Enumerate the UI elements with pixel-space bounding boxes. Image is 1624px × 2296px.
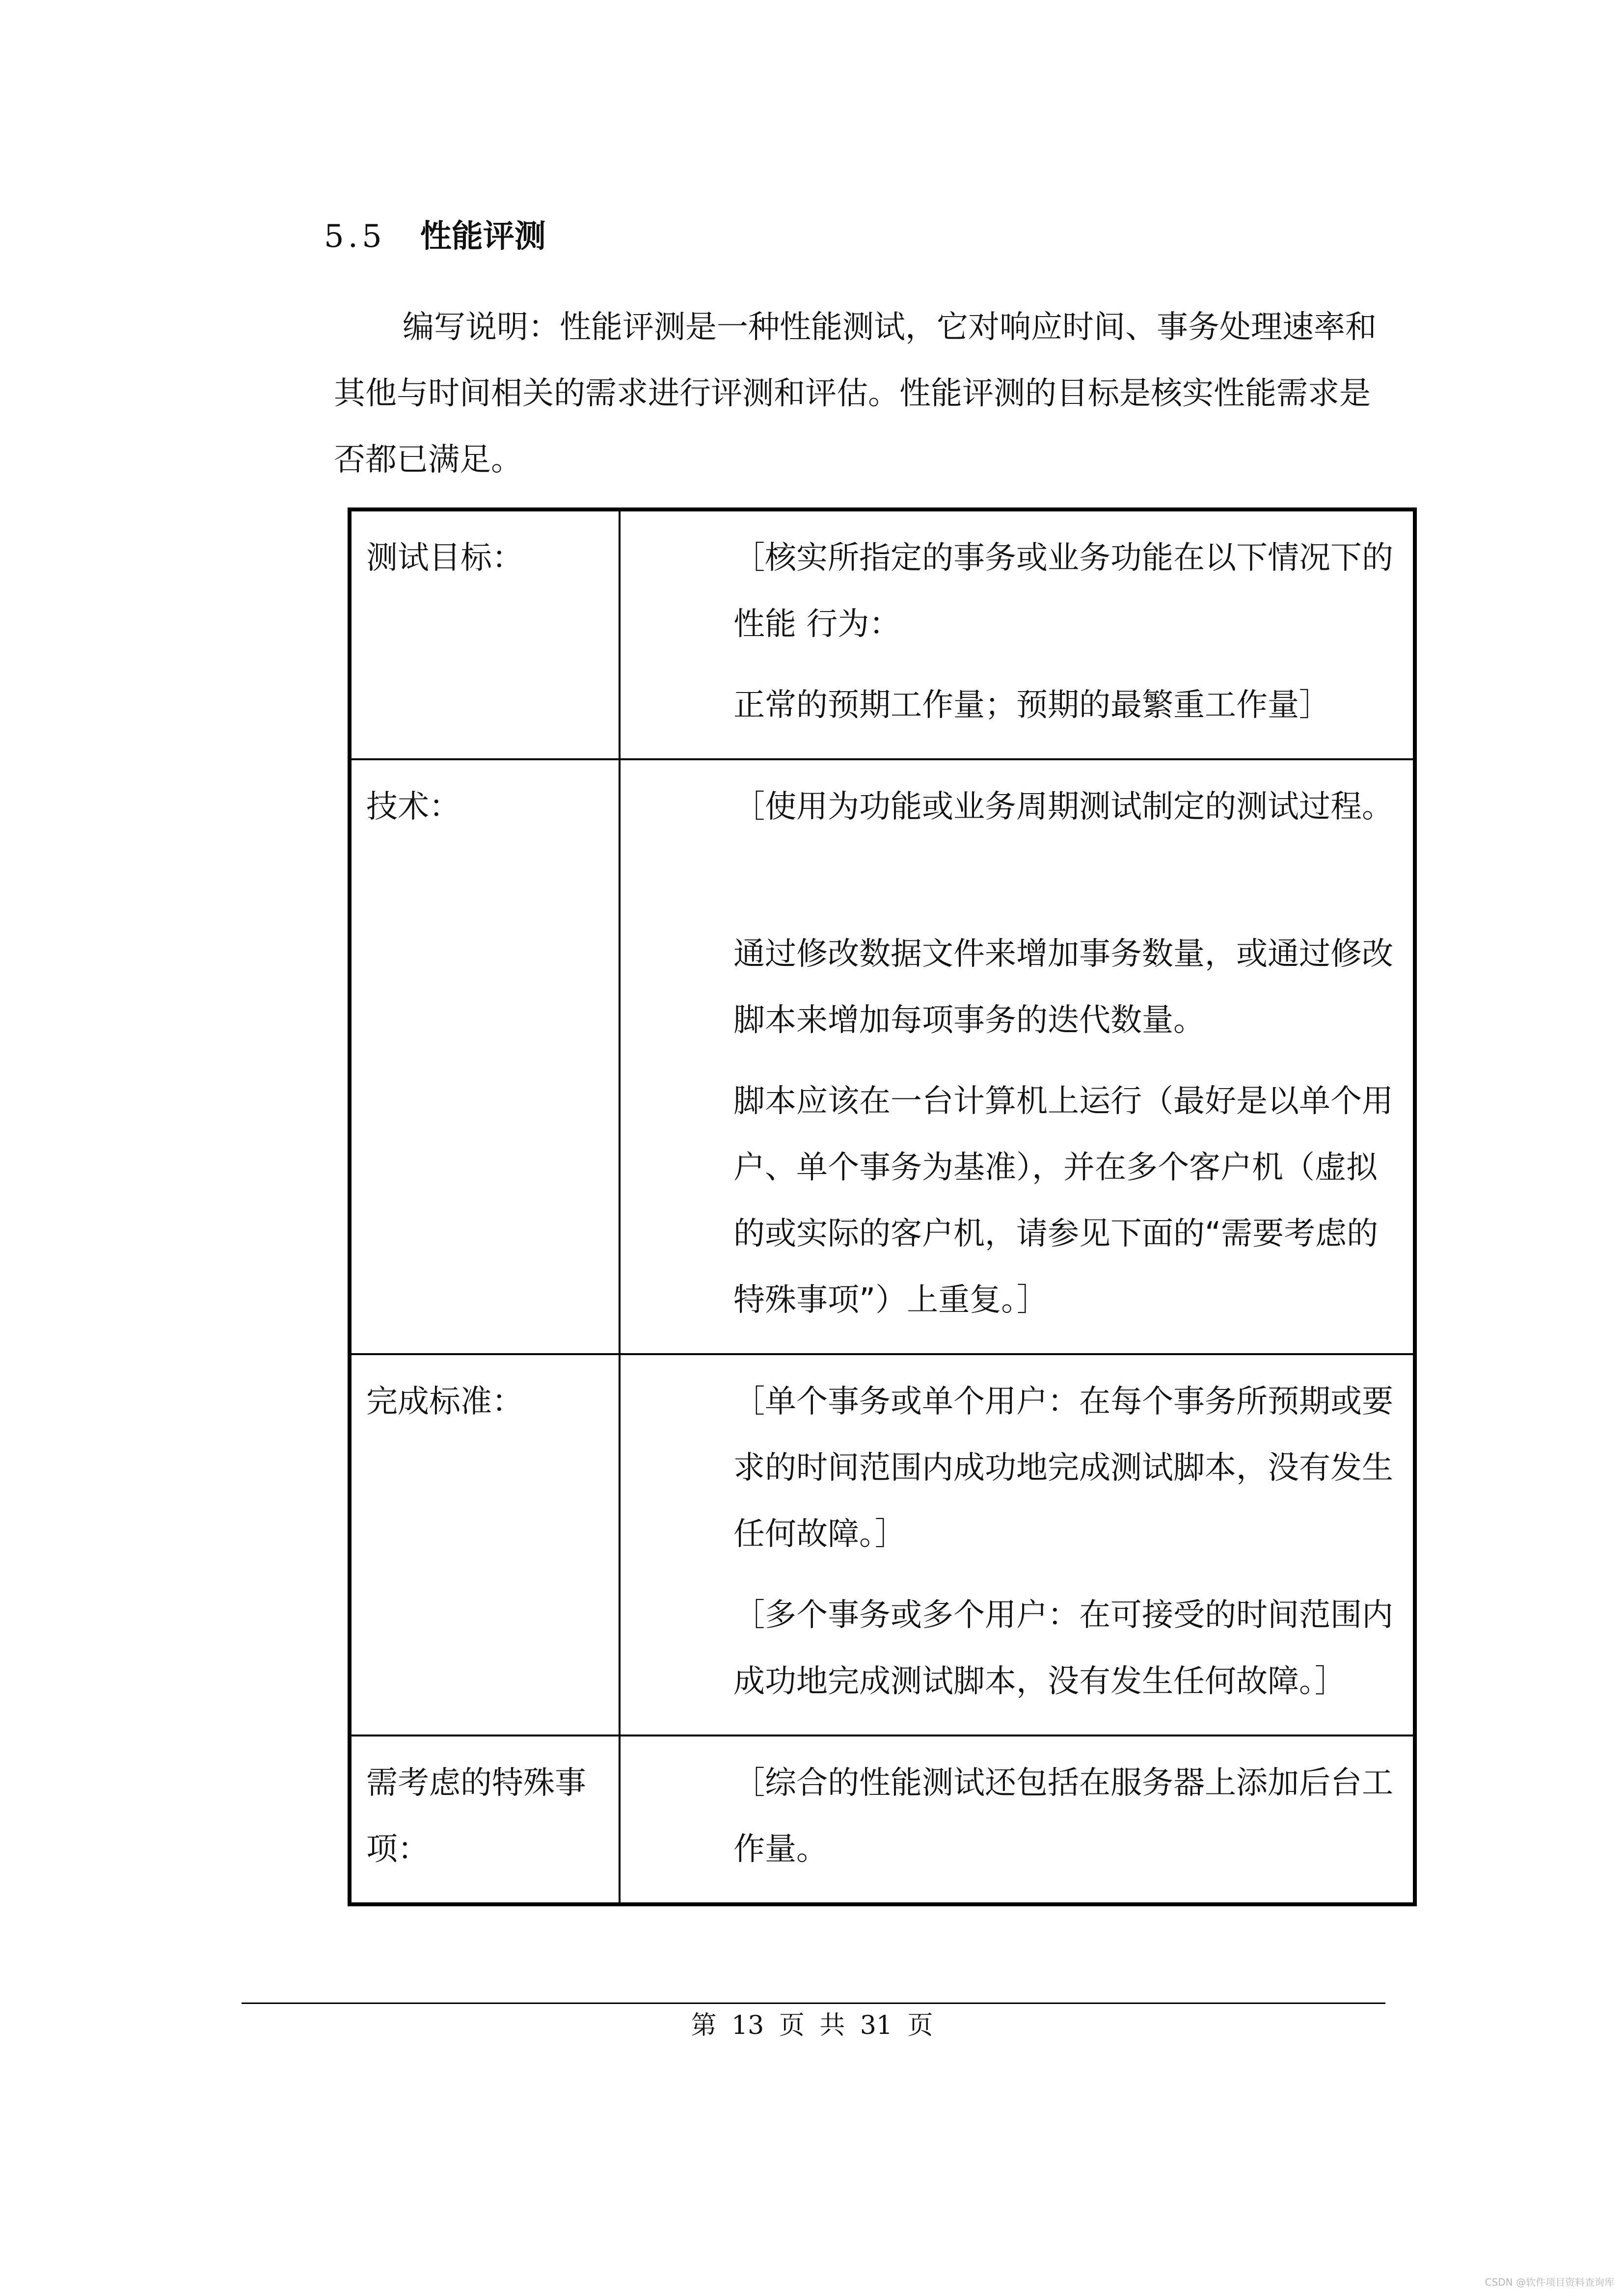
content-paragraph: 通过修改数据文件来增加事务数量，或通过修改脚本来增加每项事务的迭代数量。 — [733, 936, 1393, 1039]
watermark: CSDN @软件项目资料查询库 — [1485, 2276, 1614, 2288]
content-paragraph: 正常的预期工作量；预期的最繁重工作量］ — [733, 687, 1330, 723]
row-content-completion-criteria — [620, 1354, 1415, 1735]
content-paragraph: ［多个事务或多个用户：在可接受的时间范围内成功地完成测试脚本，没有发生任何故障。］ — [733, 1597, 1393, 1700]
row-label-special-considerations: 需考虑的特殊事项： — [350, 1735, 620, 1904]
content-paragraph: ［单个事务或单个用户：在每个事务所预期或要求的时间范围内成功地完成测试脚本，没有发生任何故障。］ — [733, 1384, 1393, 1552]
table-row — [350, 1735, 1415, 1904]
content-paragraph: ［使用为功能或业务周期测试制定的测试过程。 — [733, 789, 1393, 825]
section-title: 性能评测 — [420, 218, 546, 255]
content-paragraph: 脚本应该在一台计算机上运行（最好是以单个用户、单个事务为基准），并在多个客户机（虚拟的或实际的客户机，请参见下面的“需要考虑的特殊事项”）上重复。］ — [733, 1083, 1393, 1318]
row-content-test-objective — [620, 509, 1415, 759]
row-label-technique: 技术： — [350, 759, 620, 1354]
blank-gap — [733, 855, 1398, 921]
row-label-test-objective: 测试目标： — [350, 509, 620, 759]
row-content-special-considerations — [620, 1735, 1415, 1904]
intro-paragraph: 编写说明：性能评测是一种性能测试，它对响应时间、事务处理速率和其他与时间相关的需求进行评测和评估。性能评测的目标是核实性能需求是否都已满足。 — [334, 309, 1377, 478]
table-row — [350, 759, 1415, 1354]
section-heading — [324, 212, 546, 261]
section-number: 5.5 — [324, 218, 386, 255]
footer-rule — [242, 2002, 1385, 2004]
page-number: 第 13 页 共 31 页 — [691, 2011, 933, 2040]
row-content-technique — [620, 759, 1415, 1354]
content-paragraph: ［综合的性能测试还包括在服务器上添加后台工作量。 — [733, 1765, 1393, 1868]
table-row — [350, 1354, 1415, 1735]
row-label-completion-criteria: 完成标准： — [350, 1354, 620, 1735]
content-paragraph: ［核实所指定的事务或业务功能在以下情况下的性能 行为： — [733, 540, 1393, 642]
table-row — [350, 509, 1415, 759]
performance-test-table — [348, 507, 1417, 1906]
